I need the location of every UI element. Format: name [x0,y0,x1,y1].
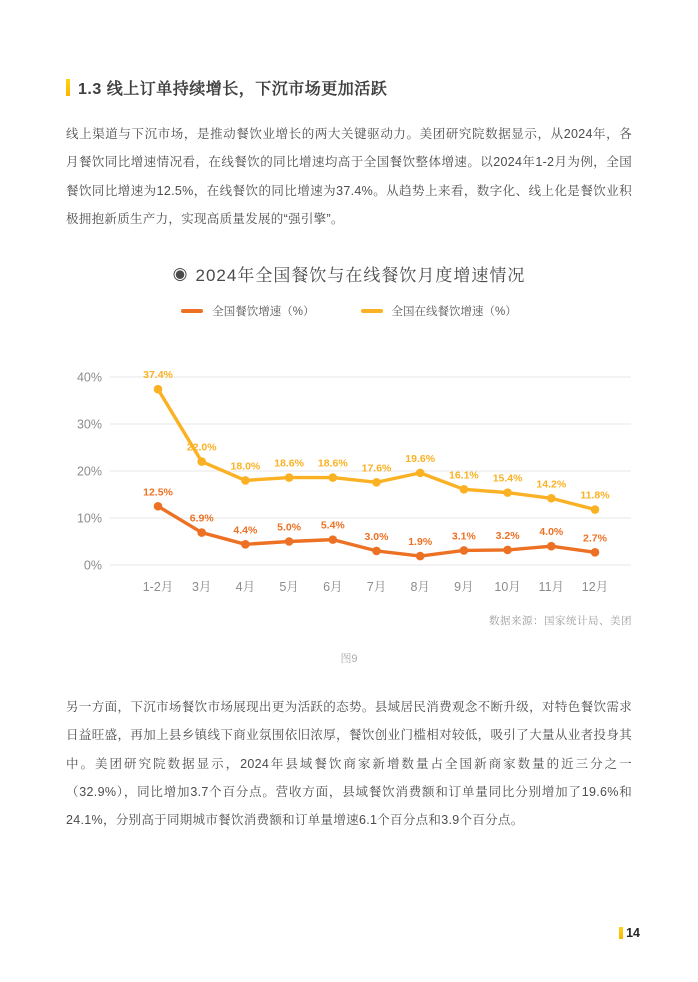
legend-item-online [361,303,517,319]
figure-block [66,261,632,666]
svg-text:11.8%: 11.8% [580,489,610,502]
legend-swatch-orange [181,309,203,313]
svg-text:6月: 6月 [323,580,343,594]
svg-text:14.2%: 14.2% [536,478,567,491]
legend-swatch-yellow [361,309,383,313]
svg-text:12月: 12月 [581,580,609,594]
svg-text:15.4%: 15.4% [492,472,523,485]
figure-source: 数据来源：国家统计局、美团 [489,615,632,627]
svg-text:3.1%: 3.1% [451,530,476,543]
svg-text:10%: 10% [76,511,102,526]
svg-text:0%: 0% [83,558,102,573]
svg-text:2.7%: 2.7% [583,532,607,545]
svg-text:20%: 20% [76,464,102,479]
svg-text:18.0%: 18.0% [230,460,261,473]
svg-text:3.0%: 3.0% [364,530,389,543]
svg-text:11月: 11月 [538,580,565,594]
svg-text:4月: 4月 [235,580,256,594]
heading-accent-bar [66,79,70,96]
svg-text:5.4%: 5.4% [320,519,345,532]
figure-caption: 图9 [340,653,358,665]
body-paragraph-1: 线上渠道与下沉市场，是推动餐饮业增长的两大关键驱动力。美团研究院数据显示，从2024年，各月餐饮同比增速情况看，在线餐饮的同比增速均高于全国餐饮整体增速。以2024年1-2月为例，全国餐饮同比增速为12.5%，在线餐饮的同比增速为37.4%。从趋势上来看，数字化、线上化是餐饮业积极拥抱新质生产力，实现高质量发展的“强引擎”。 [66,127,632,226]
chart-title-row [66,261,632,286]
svg-text:5.0%: 5.0% [277,521,302,534]
svg-text:1.9%: 1.9% [408,536,433,549]
svg-text:8月: 8月 [410,580,430,594]
svg-text:40%: 40% [76,370,102,385]
section-heading-text: 1.3 线上订单持续增长，下沉市场更加活跃 [78,81,388,98]
svg-text:22.0%: 22.0% [186,441,217,454]
page-number: 14 [626,926,640,940]
line-chart-svg [66,331,632,603]
svg-text:6.9%: 6.9% [189,512,214,525]
svg-text:30%: 30% [76,417,102,432]
svg-text:7月: 7月 [366,580,387,594]
svg-text:37.4%: 37.4% [143,369,173,382]
svg-text:19.6%: 19.6% [405,452,436,465]
chart-title: 2024年全国餐饮与在线餐饮月度增速情况 [195,266,526,285]
page-footer [619,926,640,940]
svg-text:4.4%: 4.4% [233,524,258,537]
svg-text:12.5%: 12.5% [143,486,173,499]
legend-item-national [181,303,314,319]
body-paragraph-2: 另一方面，下沉市场餐饮市场展现出更为活跃的态势。县域居民消费观念不断升级，对特色餐饮需求日益旺盛，再加上县乡镇线下商业氛围依旧浓厚，餐饮创业门槛相对较低，吸引了大量从业者投身其中。美团研究院数据显示，2024年县域餐饮商家新增数量占全国新商家数量的近三分之一（32.9%），同比增加3.7个百分点。营收方面，县域餐饮消费额和订单量同比分别增加了19.6%和24.1%，分别高于同期城市餐饮消费额和订单量增速6.1个百分点和3.9个百分点。 [66,700,632,827]
page-number-accent-bar [619,927,623,939]
legend-label-online: 全国在线餐饮增速（%） [391,306,517,318]
svg-text:10月: 10月 [494,580,521,594]
svg-text:9月: 9月 [454,580,474,594]
svg-text:1-2月: 1-2月 [142,580,174,594]
chart-legend [66,303,632,319]
svg-text:4.0%: 4.0% [539,526,564,539]
svg-text:16.1%: 16.1% [449,469,479,482]
bullseye-icon: ◉ [172,264,188,283]
chart-area [66,331,632,603]
svg-text:5月: 5月 [279,580,299,594]
section-heading [66,76,632,99]
legend-label-national: 全国餐饮增速（%） [212,306,315,318]
svg-text:18.6%: 18.6% [274,457,304,470]
svg-text:17.6%: 17.6% [361,462,392,475]
svg-text:3.2%: 3.2% [495,529,520,542]
svg-text:3月: 3月 [191,580,212,594]
svg-text:18.6%: 18.6% [317,457,348,470]
